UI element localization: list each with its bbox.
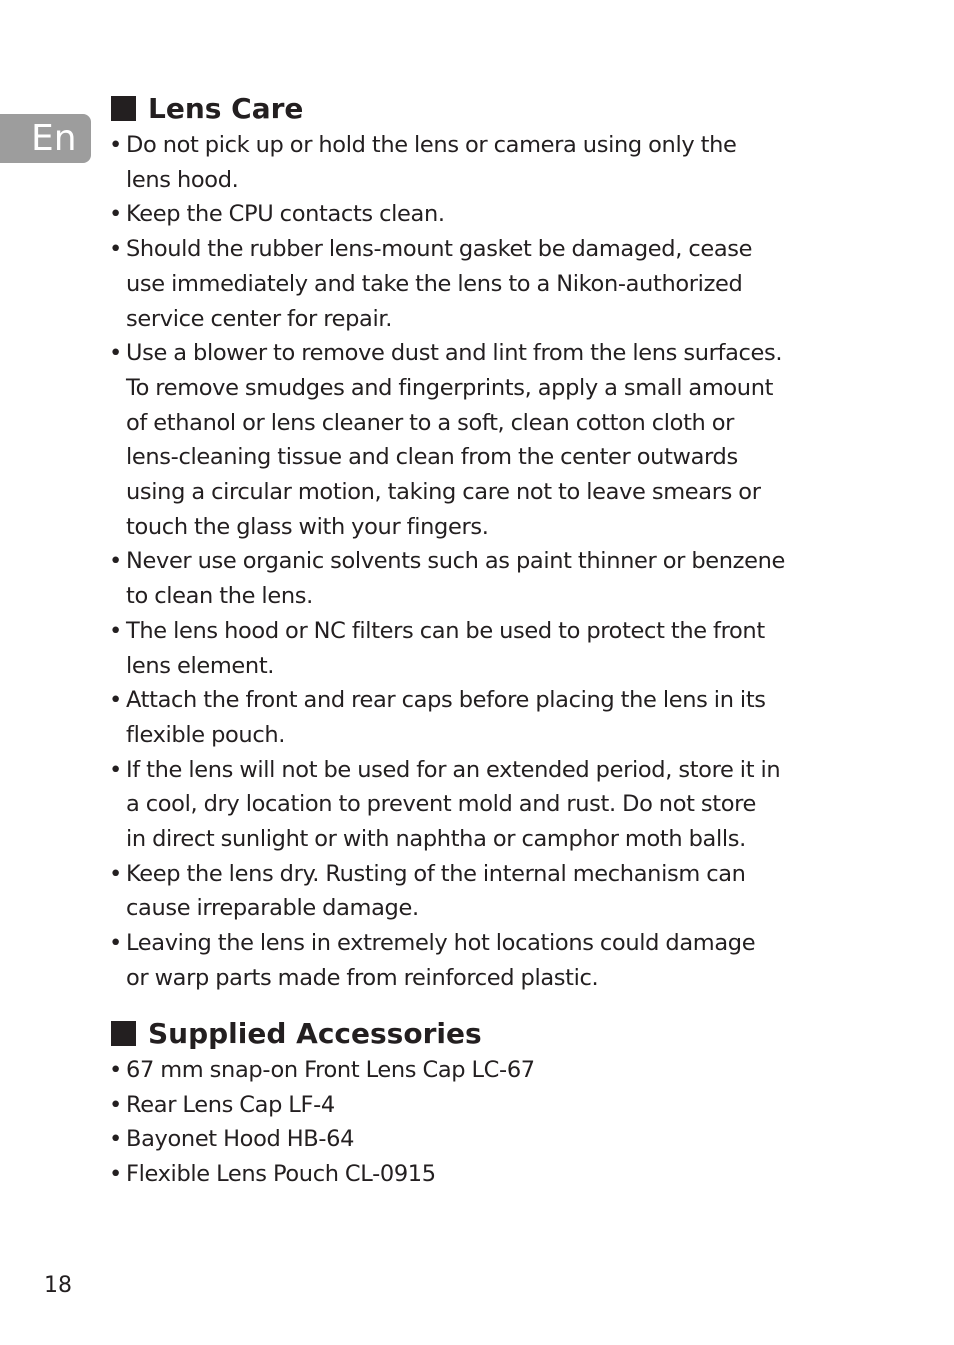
- list-item-text: Should the rubber lens-mount gasket be damaged, cease use immediately and take the lens to a Nikon-authorized service center for repair.: [126, 236, 753, 332]
- lens-care-section: [108, 88, 868, 996]
- list-item-text: 67 mm snap-on Front Lens Cap LC-67: [126, 1057, 535, 1083]
- lens-care-list: [108, 128, 868, 996]
- bullet-icon: •: [109, 1161, 122, 1188]
- list-item: [108, 336, 868, 544]
- list-item: [108, 753, 868, 857]
- bullet-icon: •: [109, 548, 122, 575]
- list-item: [108, 1157, 868, 1192]
- supplied-accessories-section: [108, 1013, 868, 1192]
- list-item: [108, 1122, 868, 1157]
- supplied-accessories-title: Supplied Accessories: [148, 1016, 482, 1050]
- bullet-icon: •: [109, 1126, 122, 1153]
- list-item: [108, 926, 868, 995]
- list-item: [108, 683, 868, 752]
- section-square-icon: [111, 1021, 136, 1046]
- list-item-text: Do not pick up or hold the lens or camera using only the lens hood.: [126, 132, 737, 193]
- bullet-icon: •: [109, 860, 122, 887]
- lens-care-title: Lens Care: [148, 91, 304, 125]
- bullet-icon: •: [109, 236, 122, 263]
- list-item: [108, 614, 868, 683]
- list-item-text: Bayonet Hood HB-64: [126, 1126, 355, 1153]
- bullet-icon: •: [109, 756, 122, 783]
- list-item-text: Flexible Lens Pouch CL-0915: [126, 1161, 436, 1188]
- list-item-text: If the lens will not be used for an extended period, store it in a cool, dry location to prevent mold and rust. Do not store in direct sunlight or with naphtha or camphor moth balls.: [126, 756, 781, 853]
- list-item: [108, 128, 868, 197]
- bullet-icon: •: [109, 340, 122, 367]
- list-item: [108, 1088, 868, 1123]
- bullet-icon: •: [109, 1057, 122, 1083]
- bullet-icon: •: [109, 201, 122, 228]
- section-square-icon: [111, 96, 136, 121]
- list-item-text: Attach the front and rear caps before placing the lens in its flexible pouch.: [126, 687, 766, 748]
- bullet-icon: •: [109, 617, 122, 644]
- supplied-accessories-heading: [108, 1013, 868, 1053]
- list-item-text: Never use organic solvents such as paint thinner or benzene to clean the lens.: [126, 548, 786, 610]
- list-item: [108, 197, 868, 232]
- list-item-text: Rear Lens Cap LF-4: [126, 1091, 335, 1118]
- lens-care-heading: [108, 88, 868, 128]
- list-item-text: Keep the CPU contacts clean.: [126, 201, 445, 228]
- bullet-icon: •: [109, 1091, 122, 1118]
- list-item-text: Leaving the lens in extremely hot locations could damage or warp parts made from reinforced plastic.: [126, 930, 756, 991]
- bullet-icon: •: [109, 132, 122, 158]
- list-item: [108, 232, 868, 336]
- list-item: [108, 857, 868, 926]
- bullet-icon: •: [109, 687, 122, 714]
- supplied-accessories-list: [108, 1053, 868, 1192]
- language-tab: En: [0, 114, 91, 163]
- bullet-icon: •: [109, 930, 122, 957]
- list-item-text: Keep the lens dry. Rusting of the internal mechanism can cause irreparable damage.: [126, 860, 746, 922]
- list-item-text: The lens hood or NC filters can be used to protect the front lens element.: [126, 617, 765, 679]
- list-item: [108, 1053, 868, 1088]
- page-number: 18: [44, 1273, 72, 1298]
- list-item-text: Use a blower to remove dust and lint from the lens surfaces. To remove smudges and fingerprints, apply a small amount of ethanol or lens cleaner to a soft, clean cotton cloth or lens-cleaning tissue and clean from the center outwards using a circular motion, taking care not to leave smears or touch the glass with your fingers.: [126, 340, 783, 540]
- list-item: [108, 544, 868, 613]
